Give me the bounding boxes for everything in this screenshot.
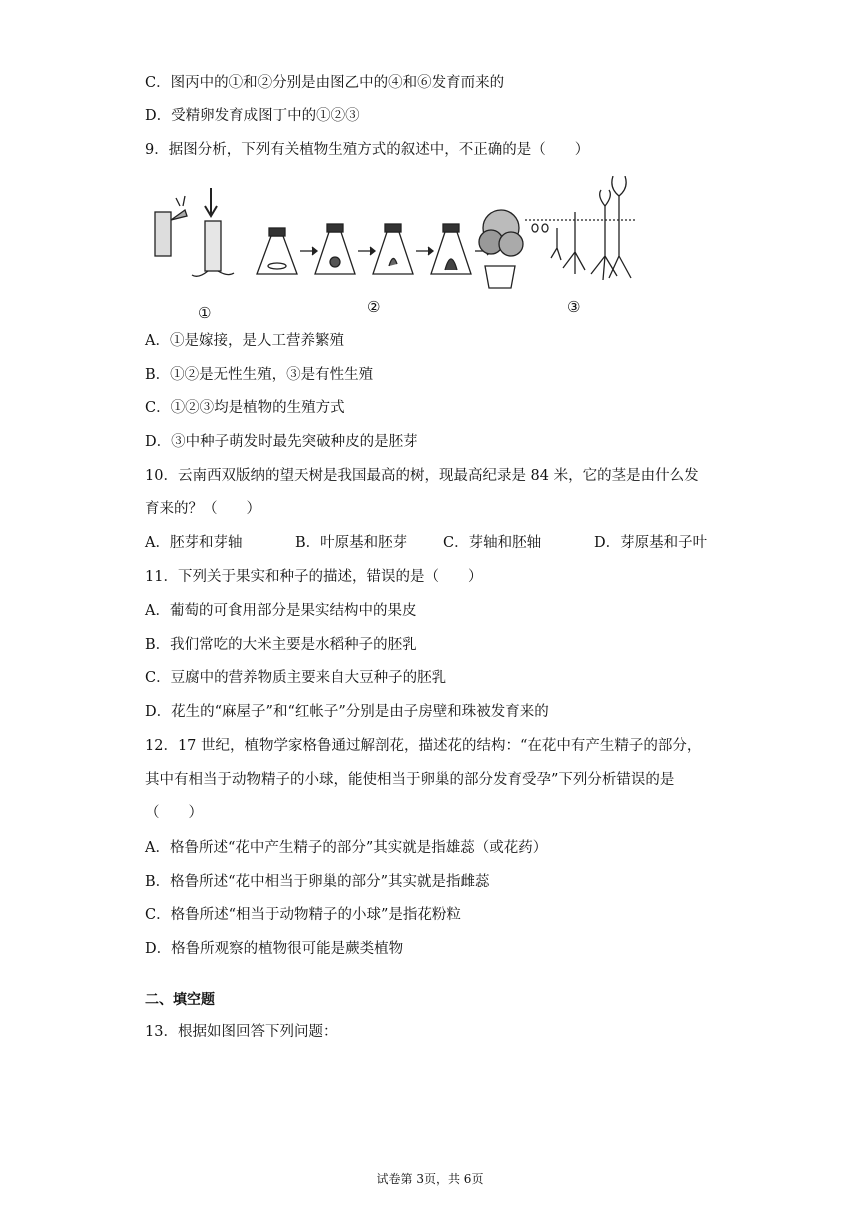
q8-option-d: D．受精卵发育成图丁中的①②③: [145, 108, 360, 124]
tissue-culture-illustration: [257, 210, 523, 288]
q10-option-a: A．胚芽和芽轴: [145, 535, 243, 551]
q10-option-c: C．芽轴和胚轴: [443, 535, 542, 551]
q11-stem: 11．下列关于果实和种子的描述，错误的是（ ）: [145, 569, 483, 585]
q8-option-c: C．图丙中的①和②分别是由图乙中的④和⑥发育而来的: [145, 75, 505, 91]
q9-option-a: A．①是嫁接，是人工营养繁殖: [145, 333, 344, 349]
q9-option-d: D．③中种子萌发时最先突破种皮的是胚芽: [145, 434, 418, 450]
page-footer: 试卷第 3页，共 6页: [376, 1172, 484, 1186]
q9-figure: [145, 176, 645, 324]
q12-option-c: C．格鲁所述“相当于动物精子的小球”是指花粉粒: [145, 907, 461, 923]
grafting-illustration: [155, 188, 234, 276]
q10-stem-line1: 10．云南西双版纳的望天树是我国最高的树，现最高纪录是 84 米，它的茎是由什么发: [145, 468, 699, 484]
q12-stem-line2: 其中有相当于动物精子的小球，能使相当于卵巢的部分发育受孕”下列分析错误的是: [145, 772, 675, 788]
q9-stem: 9．据图分析，下列有关植物生殖方式的叙述中，不正确的是（ ）: [145, 142, 590, 158]
q11-option-d: D．花生的“麻屋子”和“红帐子”分别是由子房壁和珠被发育来的: [145, 704, 549, 720]
q10-stem-line2: 育来的？（ ）: [145, 501, 261, 517]
q11-option-b: B．我们常吃的大米主要是水稻种子的胚乳: [145, 637, 417, 653]
q11-option-a: A．葡萄的可食用部分是果实结构中的果皮: [145, 603, 417, 619]
figure-label-1: ①: [198, 304, 212, 322]
q10-option-d: D．芽原基和子叶: [594, 535, 708, 551]
q12-stem-line3: （ ）: [145, 805, 203, 821]
figure-label-3: ③: [567, 298, 581, 316]
q12-option-a: A．格鲁所述“花中产生精子的部分”其实就是指雄蕊（或花药）: [145, 840, 548, 856]
q12-option-d: D．格鲁所观察的植物很可能是蕨类植物: [145, 941, 404, 957]
q13-stem: 13．根据如图回答下列问题：: [145, 1024, 338, 1040]
q10-option-b: B．叶原基和胚芽: [295, 535, 408, 551]
q12-option-b: B．格鲁所述“花中相当于卵巢的部分”其实就是指雌蕊: [145, 874, 490, 890]
q11-option-c: C．豆腐中的营养物质主要来自大豆种子的胚乳: [145, 670, 447, 686]
figure-label-2: ②: [367, 298, 381, 316]
q12-stem-line1: 12．17 世纪，植物学家格鲁通过解剖花，描述花的结构：“在花中有产生精子的部分，: [145, 738, 702, 754]
seed-germination-illustration: [525, 176, 637, 280]
section-heading-fill-in: 二、填空题: [145, 992, 215, 1008]
q9-option-c: C．①②③均是植物的生殖方式: [145, 400, 345, 416]
q9-option-b: B．①②是无性生殖，③是有性生殖: [145, 367, 374, 383]
